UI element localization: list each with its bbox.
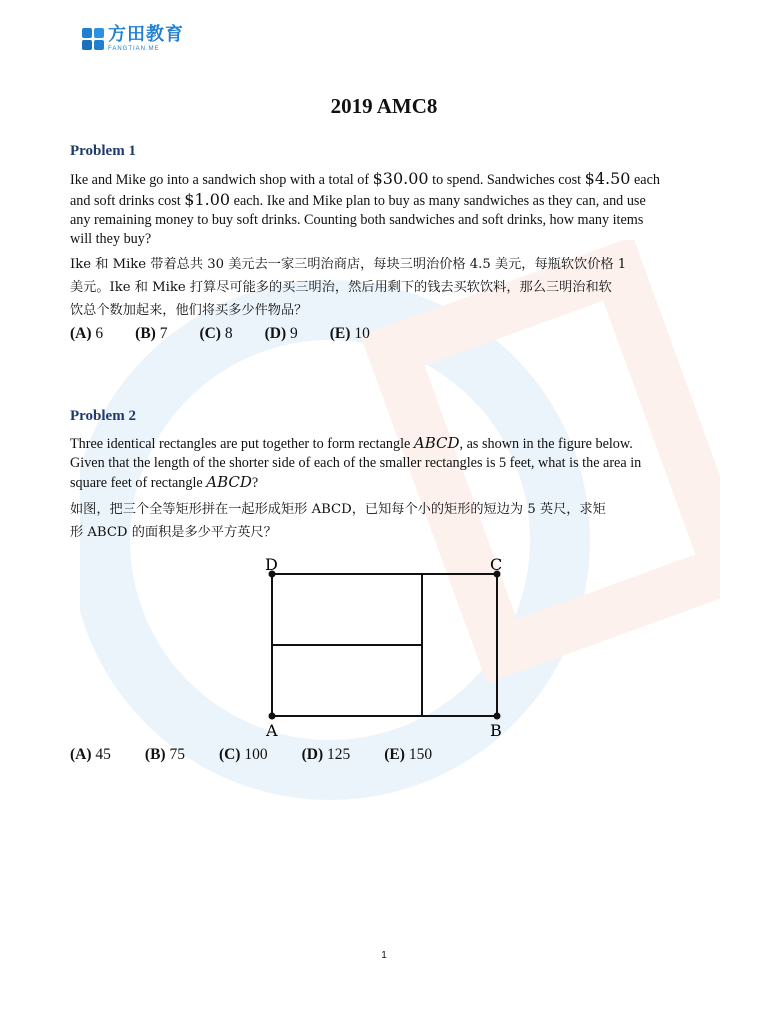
- problem-1-line-2: and soft drinks cost $1.00 each. Ike and Mike plan to buy as many sandwiches as they can, and use: [70, 190, 646, 209]
- page-number: 1: [381, 950, 387, 961]
- choice-c: (C) 8: [199, 325, 233, 342]
- vertex-a-label: A: [266, 721, 278, 740]
- rectangle-figure: [258, 552, 508, 742]
- choice-d: (D) 125: [301, 746, 351, 763]
- problem-1-cn-line-1: Ike 和 Mike 带着总共 30 美元去一家三明治商店，每块三明治价格 4.5 美元，每瓶软饮价格 1: [70, 257, 627, 272]
- problem-2-line-3: square feet of rectangle ABCD?: [70, 473, 259, 491]
- vertex-c-label: C: [490, 555, 503, 574]
- vertex-b-label: B: [490, 721, 502, 740]
- choice-a: (A) 45: [70, 746, 111, 763]
- problem-1-line-4: will they buy?: [70, 231, 152, 247]
- problem-1-heading: Problem 1: [70, 143, 136, 159]
- problem-2-choices: [70, 746, 466, 764]
- choice-a: (A) 6: [70, 325, 104, 342]
- problem-1-cn-line-2: 美元。Ike 和 Mike 打算尽可能多的买三明治，然后用剩下的钱去买软饮料，那么三明治和软: [70, 280, 612, 295]
- choice-b: (B) 7: [135, 325, 168, 342]
- problem-2-heading: Problem 2: [70, 408, 136, 424]
- problem-2-line-1: Three identical rectangles are put together to form rectangle ABCD, as shown in the figure below.: [70, 434, 633, 452]
- choice-d: (D) 9: [264, 325, 298, 342]
- choice-e: (E) 10: [329, 325, 370, 342]
- problem-2-cn-line-1: 如图，把三个全等矩形拼在一起形成矩形 ABCD，已知每个小的矩形的短边为 5 英尺，求矩: [70, 502, 606, 517]
- problem-2-cn-line-2: 形 ABCD 的面积是多少平方英尺？: [70, 525, 277, 540]
- choice-e: (E) 150: [384, 746, 433, 763]
- problem-2-text-cn: [70, 498, 695, 544]
- vertex-b-point: [494, 713, 501, 720]
- brand-logo: [82, 26, 184, 52]
- choice-c: (C) 100: [218, 746, 268, 763]
- problem-1-text-en: [70, 169, 700, 249]
- vertex-a-point: [269, 713, 276, 720]
- problem-2-text-en: [70, 434, 700, 493]
- logo-mark-icon: [82, 28, 104, 50]
- problem-1-line-1: Ike and Mike go into a sandwich shop with a total of $30.00 to spend. Sandwiches cost $4.50 each: [70, 169, 660, 188]
- logo-text-cn: 方田教育: [108, 24, 184, 45]
- problem-1-choices: [70, 325, 402, 343]
- logo-text-en: FANGTIAN.ME: [108, 46, 160, 52]
- problem-1-text-cn: [70, 253, 695, 322]
- vertex-d-label: D: [265, 555, 278, 574]
- problem-2-line-2: Given that the length of the shorter side of each of the smaller rectangles is 5 feet, what is the area in: [70, 455, 642, 471]
- problem-1-cn-line-3: 饮总个数加起来，他们将买多少件物品？: [70, 303, 308, 318]
- choice-b: (B) 75: [144, 746, 185, 763]
- problem-1-line-3: any remaining money to buy soft drinks. Counting both sandwiches and soft drinks, how many items: [70, 212, 644, 228]
- page-title: 2019 AMC8: [330, 94, 438, 118]
